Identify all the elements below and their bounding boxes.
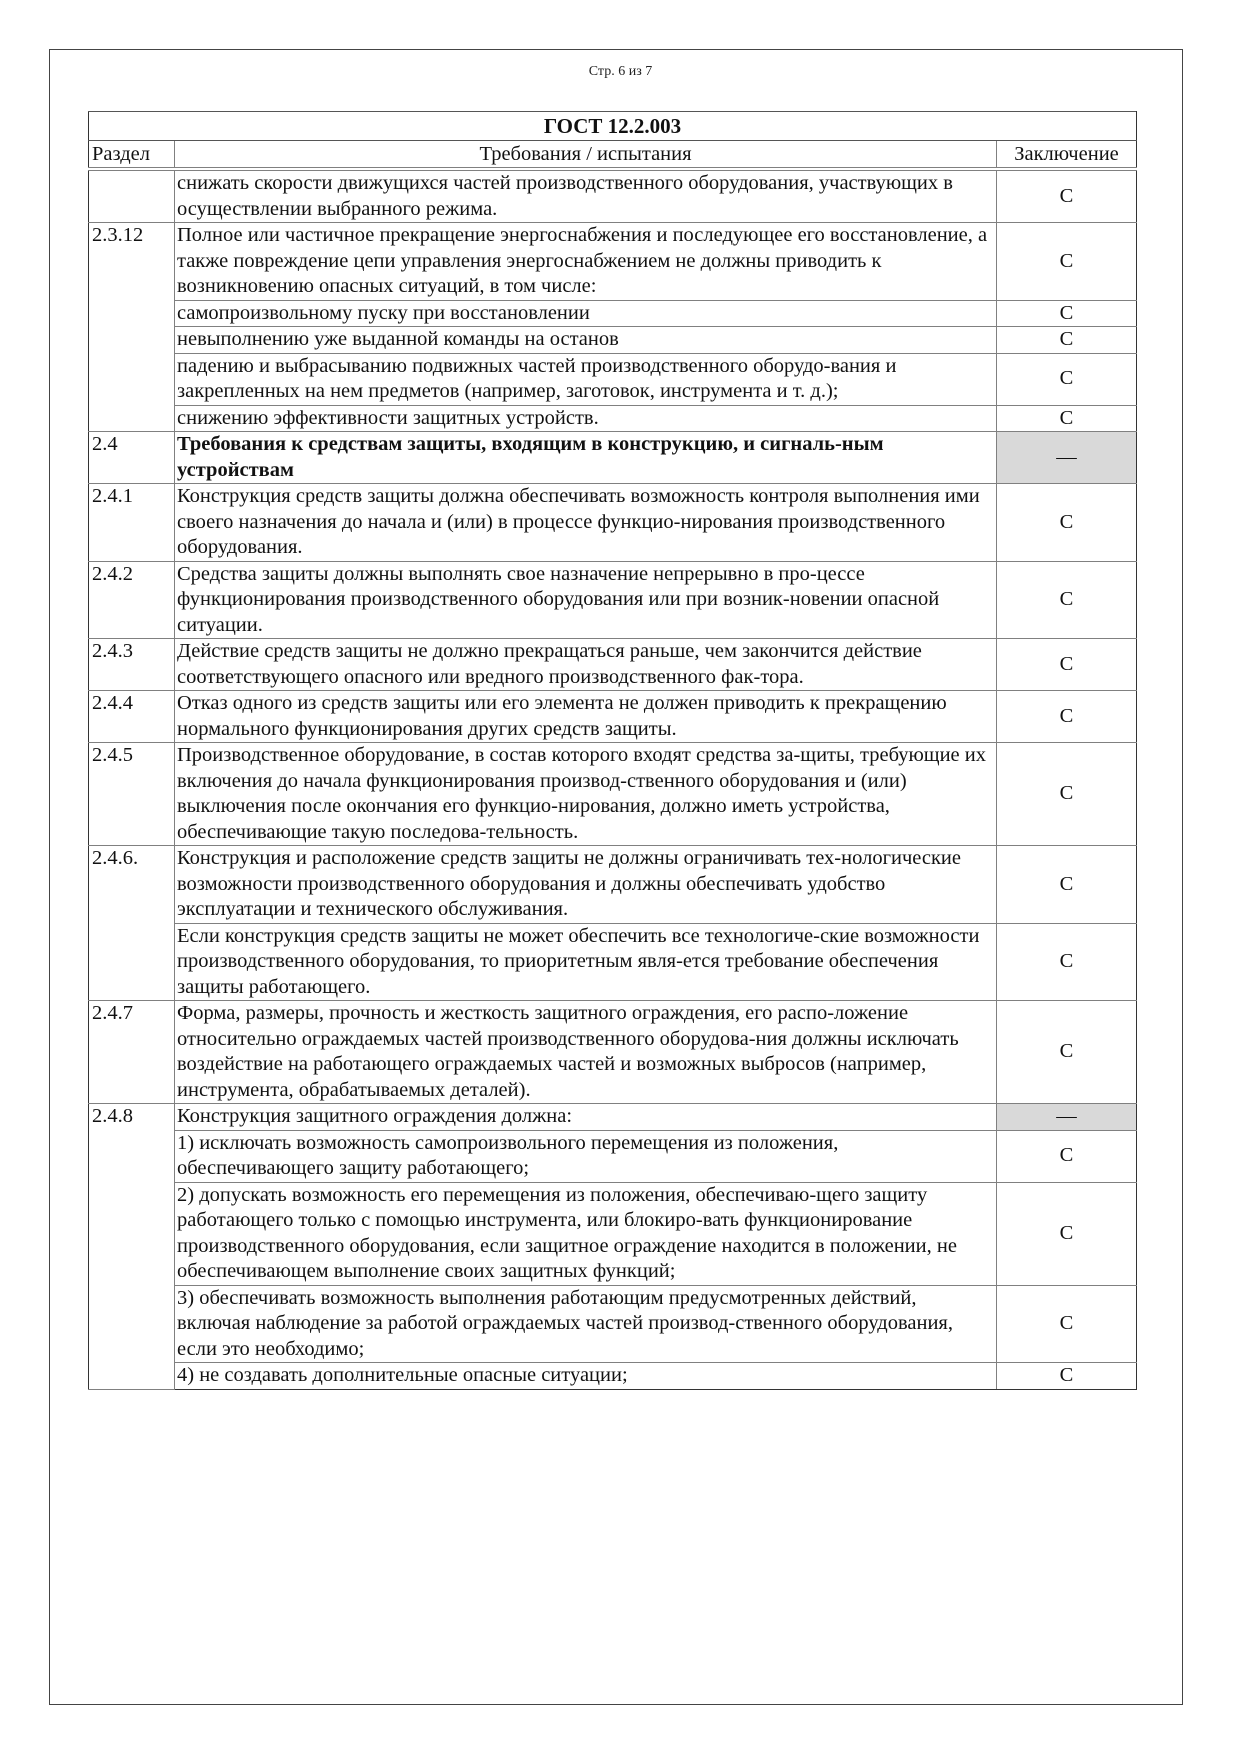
requirement-text: Полное или частичное прекращение энергоснабжения и последующее его восстановление, а также повреждение цепи управления энергоснабжением не должны приводить к возникновению опасных ситуаций, в том числе: — [175, 223, 997, 301]
requirement-text: снижению эффективности защитных устройств. — [175, 405, 997, 432]
requirement-text: Средства защиты должны выполнять свое назначение непрерывно в про-цессе функционирования производственного оборудования или при возник-новении опасной ситуации. — [175, 561, 997, 639]
header-conclusion: Заключение — [997, 141, 1137, 170]
requirement-text: Конструкция средств защиты должна обеспечивать возможность контроля выполнения ими своего назначения до начала и (или) в процессе функцио-нирования производственного оборудования. — [175, 484, 997, 562]
conclusion-value: С — [997, 300, 1137, 327]
conclusion-value: С — [997, 484, 1137, 562]
requirement-text: Конструкция защитного ограждения должна: — [175, 1104, 997, 1131]
requirement-text: падению и выбрасыванию подвижных частей производственного оборудо-вания и закрепленных на нем предметов (например, заготовок, инструмента и т. д.); — [175, 353, 997, 405]
requirement-text: 3) обеспечивать возможность выполнения работающим предусмотренных действий, включая наблюдение за работой ограждаемых частей производ-ственного оборудования, если это необходимо; — [175, 1285, 997, 1363]
section-heading-text: Требования к средствам защиты, входящим в конструкцию, и сигналь-ным устройствам — [175, 432, 997, 484]
conclusion-not-applicable: — — [997, 432, 1137, 484]
conclusion-value: С — [997, 561, 1137, 639]
conclusion-value: С — [997, 223, 1137, 301]
requirement-text: 2) допускать возможность его перемещения из положения, обеспечиваю-щего защиту работающего только с помощью инструмента, или блокиро-вать функционирование производственного оборудования, если защитное ограждение находится в положении, не обеспечивающем выполнение своих защитных функций; — [175, 1182, 997, 1285]
section-number — [89, 169, 175, 223]
table-row — [89, 743, 1137, 846]
table-row — [89, 561, 1137, 639]
table-row — [89, 691, 1137, 743]
section-number: 2.4.5 — [89, 743, 175, 846]
table-row — [89, 846, 1137, 924]
section-number: 2.4.2 — [89, 561, 175, 639]
section-number: 2.3.12 — [89, 223, 175, 432]
conclusion-value: С — [997, 353, 1137, 405]
conclusion-value: С — [997, 1001, 1137, 1104]
conclusion-value: С — [997, 327, 1137, 354]
section-number: 2.4.6. — [89, 846, 175, 1001]
table-row — [89, 1104, 1137, 1131]
requirement-text: 4) не создавать дополнительные опасные ситуации; — [175, 1363, 997, 1390]
requirement-text: Отказ одного из средств защиты или его элемента не должен приводить к прекращению нормального функционирования других средств защиты. — [175, 691, 997, 743]
requirement-text: Форма, размеры, прочность и жесткость защитного ограждения, его распо-ложение относительно ограждаемых частей производственного оборудова-ния должны исключать воздействие на работающего ограждаемых частей и возможных выбросов (например, инструмента, обрабатываемых деталей). — [175, 1001, 997, 1104]
section-number: 2.4.7 — [89, 1001, 175, 1104]
conclusion-value: С — [997, 1363, 1137, 1390]
table-title: ГОСТ 12.2.003 — [89, 112, 1137, 141]
requirement-text: Производственное оборудование, в состав которого входят средства за-щиты, требующие их включения до начала функционирования производ-ственного оборудования и (или) выключения после окончания его функцио-нирования, должно иметь устройства, обеспечивающие такую последова-тельность. — [175, 743, 997, 846]
conclusion-value: С — [997, 923, 1137, 1001]
table-row — [89, 353, 1137, 405]
table-row — [89, 223, 1137, 301]
requirement-text: 1) исключать возможность самопроизвольного перемещения из положения, обеспечивающего защиту работающего; — [175, 1130, 997, 1182]
requirement-text: Действие средств защиты не должно прекращаться раньше, чем закончится действие соответствующего опасного или вредного производственного фак-тора. — [175, 639, 997, 691]
conclusion-value: С — [997, 169, 1137, 223]
requirement-text: невыполнению уже выданной команды на останов — [175, 327, 997, 354]
conclusion-value: С — [997, 639, 1137, 691]
requirement-text: самопроизвольному пуску при восстановлении — [175, 300, 997, 327]
conclusion-value: С — [997, 743, 1137, 846]
table-row — [89, 327, 1137, 354]
table-row — [89, 1001, 1137, 1104]
table-row — [89, 1285, 1137, 1363]
table-row — [89, 300, 1137, 327]
conclusion-not-applicable: — — [997, 1104, 1137, 1131]
table-row — [89, 639, 1137, 691]
table-row — [89, 169, 1137, 223]
header-requirements: Требования / испытания — [175, 141, 997, 170]
section-number: 2.4.8 — [89, 1104, 175, 1390]
requirement-text: Если конструкция средств защиты не может обеспечить все технологиче-ские возможности производственного оборудования, то приоритетным явля-ется требование обеспечения защиты работающего. — [175, 923, 997, 1001]
section-number: 2.4.1 — [89, 484, 175, 562]
conclusion-value: С — [997, 846, 1137, 924]
table-row — [89, 405, 1137, 432]
conclusion-value: С — [997, 691, 1137, 743]
conclusion-value: С — [997, 1182, 1137, 1285]
table-row — [89, 1182, 1137, 1285]
requirement-text: снижать скорости движущихся частей производственного оборудования, участвующих в осуществлении выбранного режима. — [175, 169, 997, 223]
requirement-text: Конструкция и расположение средств защиты не должны ограничивать тех-нологические возможности производственного оборудования и должны обеспечивать удобство эксплуатации и технического обслуживания. — [175, 846, 997, 924]
section-number: 2.4.4 — [89, 691, 175, 743]
table-row — [89, 1363, 1137, 1390]
page-number: Стр. 6 из 7 — [588, 64, 653, 79]
conclusion-value: С — [997, 1285, 1137, 1363]
header-section: Раздел — [89, 141, 175, 170]
requirements-table — [88, 111, 1137, 1390]
section-number: 2.4.3 — [89, 639, 175, 691]
table-title-row — [89, 112, 1137, 141]
section-number: 2.4 — [89, 432, 175, 484]
table-row — [89, 923, 1137, 1001]
conclusion-value: С — [997, 405, 1137, 432]
table-row — [89, 484, 1137, 562]
conclusion-value: С — [997, 1130, 1137, 1182]
table-header-row — [89, 141, 1137, 170]
table-row — [89, 1130, 1137, 1182]
table-row — [89, 432, 1137, 484]
table-body — [89, 169, 1137, 1389]
